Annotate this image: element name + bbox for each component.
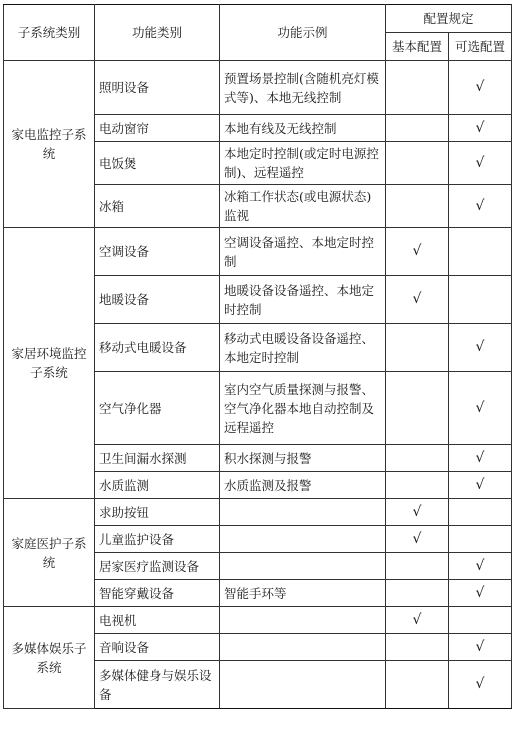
- optional-config-cell: [449, 580, 512, 607]
- basic-config-cell: [386, 580, 449, 607]
- function-category: 求助按钮: [95, 499, 220, 526]
- function-category: 移动式电暖设备: [95, 324, 220, 372]
- function-category: 空气净化器: [95, 372, 220, 445]
- check-mark-icon: √: [412, 243, 422, 259]
- function-category: 智能穿戴设备: [95, 580, 220, 607]
- function-category: 照明设备: [95, 61, 220, 115]
- function-example: 本地定时控制(或定时电源控制)、远程遥控: [220, 142, 386, 185]
- function-category: 电动窗帘: [95, 115, 220, 142]
- optional-config-cell: [449, 324, 512, 372]
- function-category: 电饭煲: [95, 142, 220, 185]
- table-row: [4, 607, 512, 634]
- optional-config-cell: [449, 553, 512, 580]
- function-example: 本地有线及无线控制: [220, 115, 386, 142]
- optional-config-cell: [449, 445, 512, 472]
- function-category: 水质监测: [95, 472, 220, 499]
- optional-config-cell: [449, 142, 512, 185]
- basic-config-cell: [386, 324, 449, 372]
- function-example: 积水探测与报警: [220, 445, 386, 472]
- function-category: 地暖设备: [95, 276, 220, 324]
- table-row: [4, 228, 512, 276]
- config-spec-table: [3, 4, 512, 709]
- check-mark-icon: √: [412, 503, 422, 520]
- check-mark-icon: √: [412, 611, 422, 628]
- basic-config-cell: [386, 61, 449, 115]
- function-example: [220, 499, 386, 526]
- optional-config-cell: [449, 115, 512, 142]
- optional-config-cell: [449, 661, 512, 709]
- function-example: 移动式电暖设备设备遥控、本地定时控制: [220, 324, 386, 372]
- optional-config-cell: [449, 472, 512, 499]
- subsystem-name: 家居环境监控子系统: [4, 228, 95, 499]
- header-basic: 基本配置: [386, 33, 449, 61]
- check-mark-icon: √: [475, 79, 485, 95]
- subsystem-name: 家庭医护子系统: [4, 499, 95, 607]
- table-row: [4, 61, 512, 115]
- basic-config-cell: [386, 526, 449, 553]
- optional-config-cell: [449, 526, 512, 553]
- function-example: [220, 661, 386, 709]
- basic-config-cell: [386, 607, 449, 634]
- optional-config-cell: [449, 228, 512, 276]
- subsystem-name: 家电监控子系统: [4, 61, 95, 228]
- basic-config-cell: [386, 142, 449, 185]
- function-category: 音响设备: [95, 634, 220, 661]
- basic-config-cell: [386, 228, 449, 276]
- optional-config-cell: [449, 607, 512, 634]
- optional-config-cell: [449, 634, 512, 661]
- check-mark-icon: √: [475, 638, 485, 655]
- check-mark-icon: √: [475, 197, 485, 214]
- function-example: [220, 526, 386, 553]
- optional-config-cell: [449, 61, 512, 115]
- basic-config-cell: [386, 372, 449, 445]
- basic-config-cell: [386, 472, 449, 499]
- function-example: 预置场景控制(含随机亮灯模式等)、本地无线控制: [220, 61, 386, 115]
- check-mark-icon: √: [475, 584, 485, 601]
- check-mark-icon: √: [412, 530, 422, 547]
- check-mark-icon: √: [475, 119, 485, 136]
- function-example: 室内空气质量探测与报警、空气净化器本地自动控制及远程遥控: [220, 372, 386, 445]
- function-example: [220, 553, 386, 580]
- basic-config-cell: [386, 499, 449, 526]
- header-config: 配置规定: [386, 5, 512, 33]
- subsystem-name: 多媒体娱乐子系统: [4, 607, 95, 709]
- check-mark-icon: √: [475, 154, 485, 171]
- check-mark-icon: √: [475, 476, 485, 493]
- check-mark-icon: √: [475, 399, 485, 416]
- function-example: 智能手环等: [220, 580, 386, 607]
- basic-config-cell: [386, 661, 449, 709]
- basic-config-cell: [386, 634, 449, 661]
- check-mark-icon: √: [475, 676, 485, 692]
- header-optional: 可选配置: [449, 33, 512, 61]
- optional-config-cell: [449, 499, 512, 526]
- function-category: 空调设备: [95, 228, 220, 276]
- header-function: 功能类别: [95, 5, 220, 61]
- function-example: 空调设备遥控、本地定时控制: [220, 228, 386, 276]
- table-row: [4, 499, 512, 526]
- optional-config-cell: [449, 185, 512, 228]
- function-category: 卫生间漏水探测: [95, 445, 220, 472]
- function-example: 冰箱工作状态(或电源状态)监视: [220, 185, 386, 228]
- function-category: 电视机: [95, 607, 220, 634]
- basic-config-cell: [386, 445, 449, 472]
- check-mark-icon: √: [475, 449, 485, 466]
- function-category: 居家医疗监测设备: [95, 553, 220, 580]
- function-example: [220, 607, 386, 634]
- header-example: 功能示例: [220, 5, 386, 61]
- basic-config-cell: [386, 115, 449, 142]
- check-mark-icon: √: [475, 557, 485, 574]
- function-example: [220, 634, 386, 661]
- function-category: 多媒体健身与娱乐设备: [95, 661, 220, 709]
- check-mark-icon: √: [475, 339, 485, 355]
- function-category: 儿童监护设备: [95, 526, 220, 553]
- table-body: [4, 61, 512, 709]
- basic-config-cell: [386, 553, 449, 580]
- basic-config-cell: [386, 185, 449, 228]
- basic-config-cell: [386, 276, 449, 324]
- optional-config-cell: [449, 276, 512, 324]
- function-example: 水质监测及报警: [220, 472, 386, 499]
- function-example: 地暖设备设备遥控、本地定时控制: [220, 276, 386, 324]
- function-category: 冰箱: [95, 185, 220, 228]
- optional-config-cell: [449, 372, 512, 445]
- check-mark-icon: √: [412, 291, 422, 307]
- header-subsystem: 子系统类别: [4, 5, 95, 61]
